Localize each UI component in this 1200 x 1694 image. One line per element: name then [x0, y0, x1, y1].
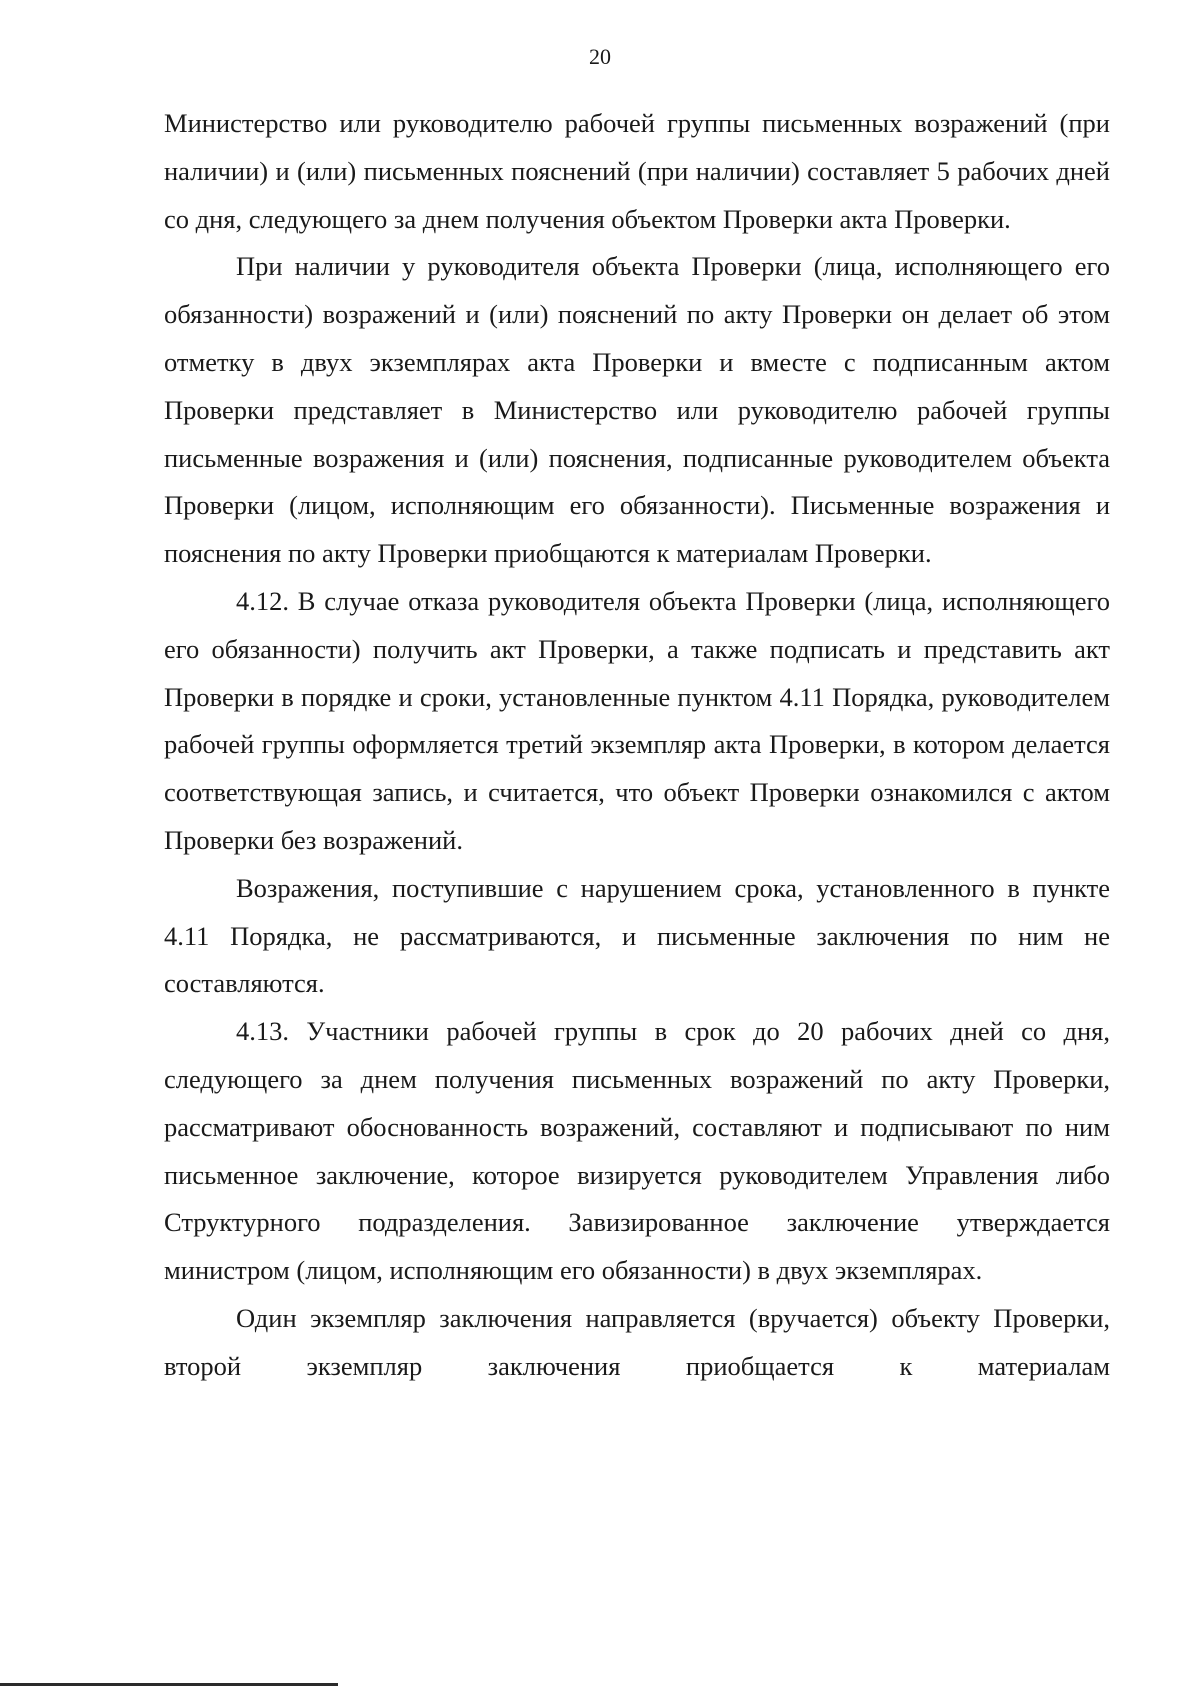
paragraph-late-objections: Возражения, поступившие с нарушением срока, установленного в пункте 4.11 Порядка, не рассматриваются, и письменные заключения по ним не составляются.	[164, 872, 1110, 999]
footer-rule	[0, 1683, 338, 1686]
paragraph-copies: Один экземпляр заключения направляется (вручается) объекту Проверки, второй экземпляр заключения приобщается к материалам	[164, 1302, 1110, 1381]
paragraph-clause-4-12: 4.12. В случае отказа руководителя объекта Проверки (лица, исполняющего его обязанности) получить акт Проверки, а также подписать и представить акт Проверки в порядке и сроки, установленные пунктом 4.11 Порядка, руководителем рабочей группы оформляется третий экземпляр акта Проверки, в котором делается соответствующая запись, и считается, что объект Проверки ознакомился с актом Проверки без возражений.	[164, 585, 1110, 855]
paragraph-continued: Министерство или руководителю рабочей группы письменных возражений (при наличии) и (или) письменных пояснений (при наличии) составляет 5 рабочих дней со дня, следующего за днем получения объектом Проверки акта Проверки.	[164, 108, 1110, 234]
paragraph-objections-procedure: При наличии у руководителя объекта Проверки (лица, исполняющего его обязанности) возражений и (или) пояснений по акту Проверки он делает об этом отметку в двух экземплярах акта Проверки и вместе с подписанным актом Проверки представляет в Министерство или руководителю рабочей группы письменные возражения и (или) пояснения, подписанные руководителем объекта Проверки (лицом, исполняющим его обязанности). Письменные возражения и пояснения по акту Проверки приобщаются к материалам Проверки.	[164, 251, 1110, 569]
paragraph-clause-4-13: 4.13. Участники рабочей группы в срок до 20 рабочих дней со дня, следующего за днем получения письменных возражений по акту Проверки, рассматривают обоснованность возражений, составляют и подписывают по ним письменное заключение, которое визируется руководителем Управления либо Структурного подразделения. Завизированное заключение утверждается министром (лицом, исполняющим его обязанности) в двух экземплярах.	[164, 1016, 1110, 1286]
document-body	[164, 100, 1110, 1391]
page-number: 20	[589, 44, 611, 69]
